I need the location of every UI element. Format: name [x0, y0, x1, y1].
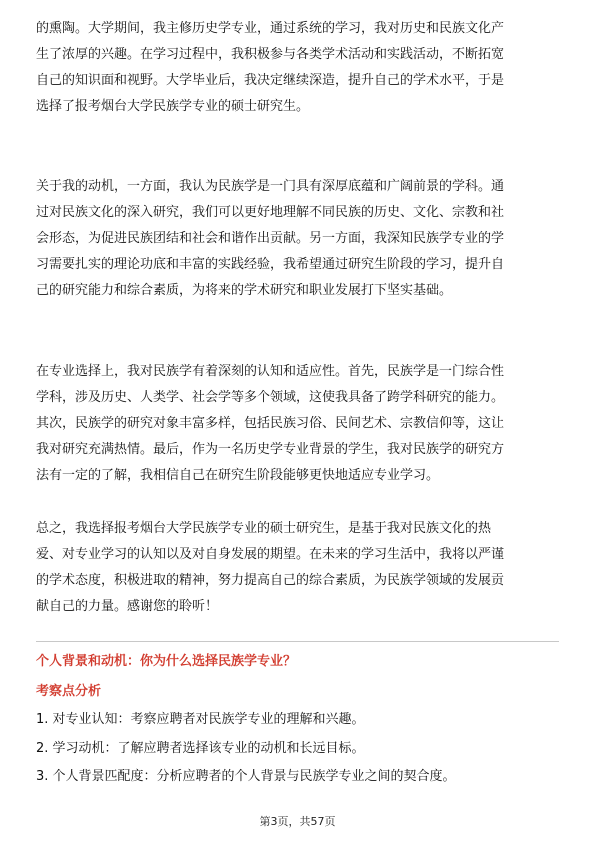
paragraph-line: 献自己的力量。感谢您的聆听！: [36, 599, 219, 614]
paragraph-line: 会形态，为促进民族团结和社会和谐作出贡献。另一方面，我深知民族学专业的学: [36, 231, 505, 246]
paragraph-conclusion: [36, 516, 559, 620]
analysis-point: 2. 学习动机：了解应聘者选择该专业的动机和长远目标。: [36, 741, 365, 756]
paragraph-line: 其次，民族学的研究对象丰富多样，包括民族习俗、民间艺术、宗教信仰等，这让: [36, 416, 505, 431]
paragraph-line: 关于我的动机，一方面，我认为民族学是一门具有深厚底蕴和广阔前景的学科。通: [36, 179, 505, 194]
analysis-point: 1. 对专业认知：考察应聘者对民族学专业的理解和兴趣。: [36, 712, 365, 727]
question-title: 个人背景和动机：你为什么选择民族学专业？: [36, 654, 297, 669]
paragraph-line: 习需要扎实的理论功底和丰富的实践经验，我希望通过研究生阶段的学习，提升自: [36, 257, 505, 272]
paragraph-line: 在专业选择上，我对民族学有着深刻的认知和适应性。首先，民族学是一门综合性: [36, 364, 505, 379]
paragraph-education: [36, 16, 559, 120]
paragraph-line: 学科，涉及历史、人类学、社会学等多个领域，这使我具备了跨学科研究的能力。: [36, 390, 505, 405]
paragraph-line: 过对民族文化的深入研究，我们可以更好地理解不同民族的历史、文化、宗教和社: [36, 205, 505, 220]
section-divider: [36, 641, 559, 642]
paragraph-line: 自己的知识面和视野。大学毕业后，我决定继续深造，提升自己的学术水平，于是: [36, 73, 505, 88]
paragraph-line: 的学术态度，积极进取的精神，努力提高自己的综合素质，为民族学领域的发展贡: [36, 573, 505, 588]
paragraph-line: 选择了报考烟台大学民族学专业的硕士研究生。: [36, 99, 310, 114]
page-number: 第3页，共57页: [259, 815, 336, 828]
paragraph-line: 的熏陶。大学期间，我主修历史学专业，通过系统的学习，我对历史和民族文化产: [36, 21, 505, 36]
paragraph-line: 总之，我选择报考烟台大学民族学专业的硕士研究生，是基于我对民族文化的热: [36, 521, 492, 536]
paragraph-line: 爱、对专业学习的认知以及对自身发展的期望。在未来的学习生活中，我将以严谨: [36, 547, 505, 562]
analysis-subtitle: 考察点分析: [36, 684, 102, 699]
paragraph-line: 法有一定的了解，我相信自己在研究生阶段能够更快地适应专业学习。: [36, 468, 440, 483]
paragraph-line: 生了浓厚的兴趣。在学习过程中，我积极参与各类学术活动和实践活动，不断拓宽: [36, 47, 505, 62]
paragraph-line: 我对研究充满热情。最后，作为一名历史学专业背景的学生，我对民族学的研究方: [36, 442, 505, 457]
paragraph-motivation: [36, 174, 559, 304]
paragraph-line: 己的研究能力和综合素质，为将来的学术研究和职业发展打下坚实基础。: [36, 283, 453, 298]
analysis-point: 3. 个人背景匹配度：分析应聘者的个人背景与民族学专业之间的契合度。: [36, 769, 456, 784]
paragraph-major-choice: [36, 359, 559, 489]
